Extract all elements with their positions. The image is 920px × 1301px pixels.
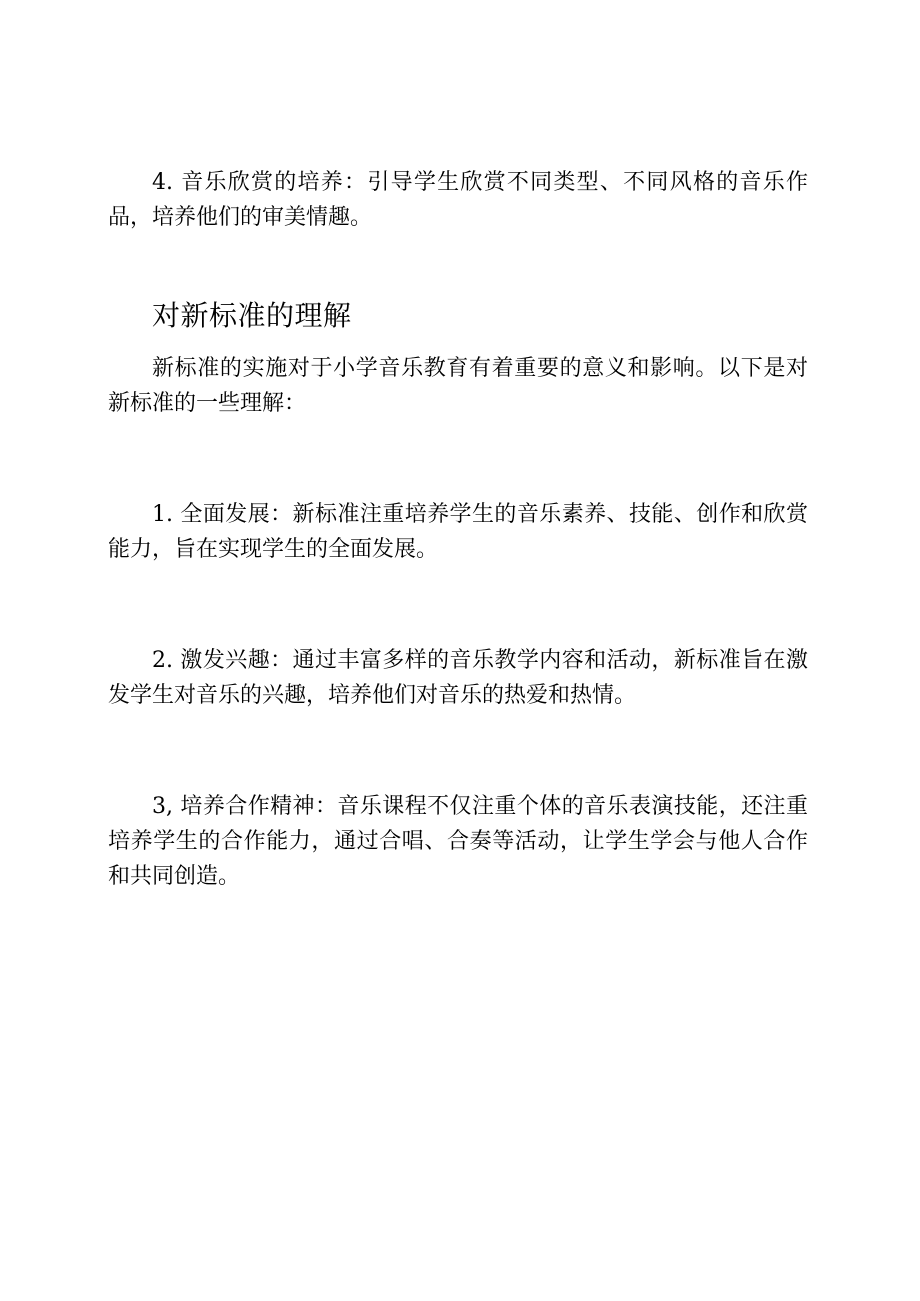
intro-paragraph: 新标准的实施对于小学音乐教育有着重要的意义和影响。以下是对新标准的一些理解： xyxy=(108,356,808,416)
paragraph-music-appreciation: 4. 音乐欣赏的培养：引导学生欣赏不同类型、不同风格的音乐作品，培养他们的审美情趣。 xyxy=(108,170,808,230)
point-paragraph-3: 3, 培养合作精神：音乐课程不仅注重个体的音乐表演技能，还注重培养学生的合作能力，通过合唱、合奏等活动，让学生学会与他人合作和共同创造。 xyxy=(108,794,808,889)
section-heading: 对新标准的理解 xyxy=(152,299,352,332)
point-paragraph-1: 1. 全面发展：新标准注重培养学生的音乐素养、技能、创作和欣赏能力，旨在实现学生的全面发展。 xyxy=(108,502,808,562)
point-paragraph-2: 2. 激发兴趣：通过丰富多样的音乐教学内容和活动，新标准旨在激发学生对音乐的兴趣，培养他们对音乐的热爱和热情。 xyxy=(108,648,808,708)
